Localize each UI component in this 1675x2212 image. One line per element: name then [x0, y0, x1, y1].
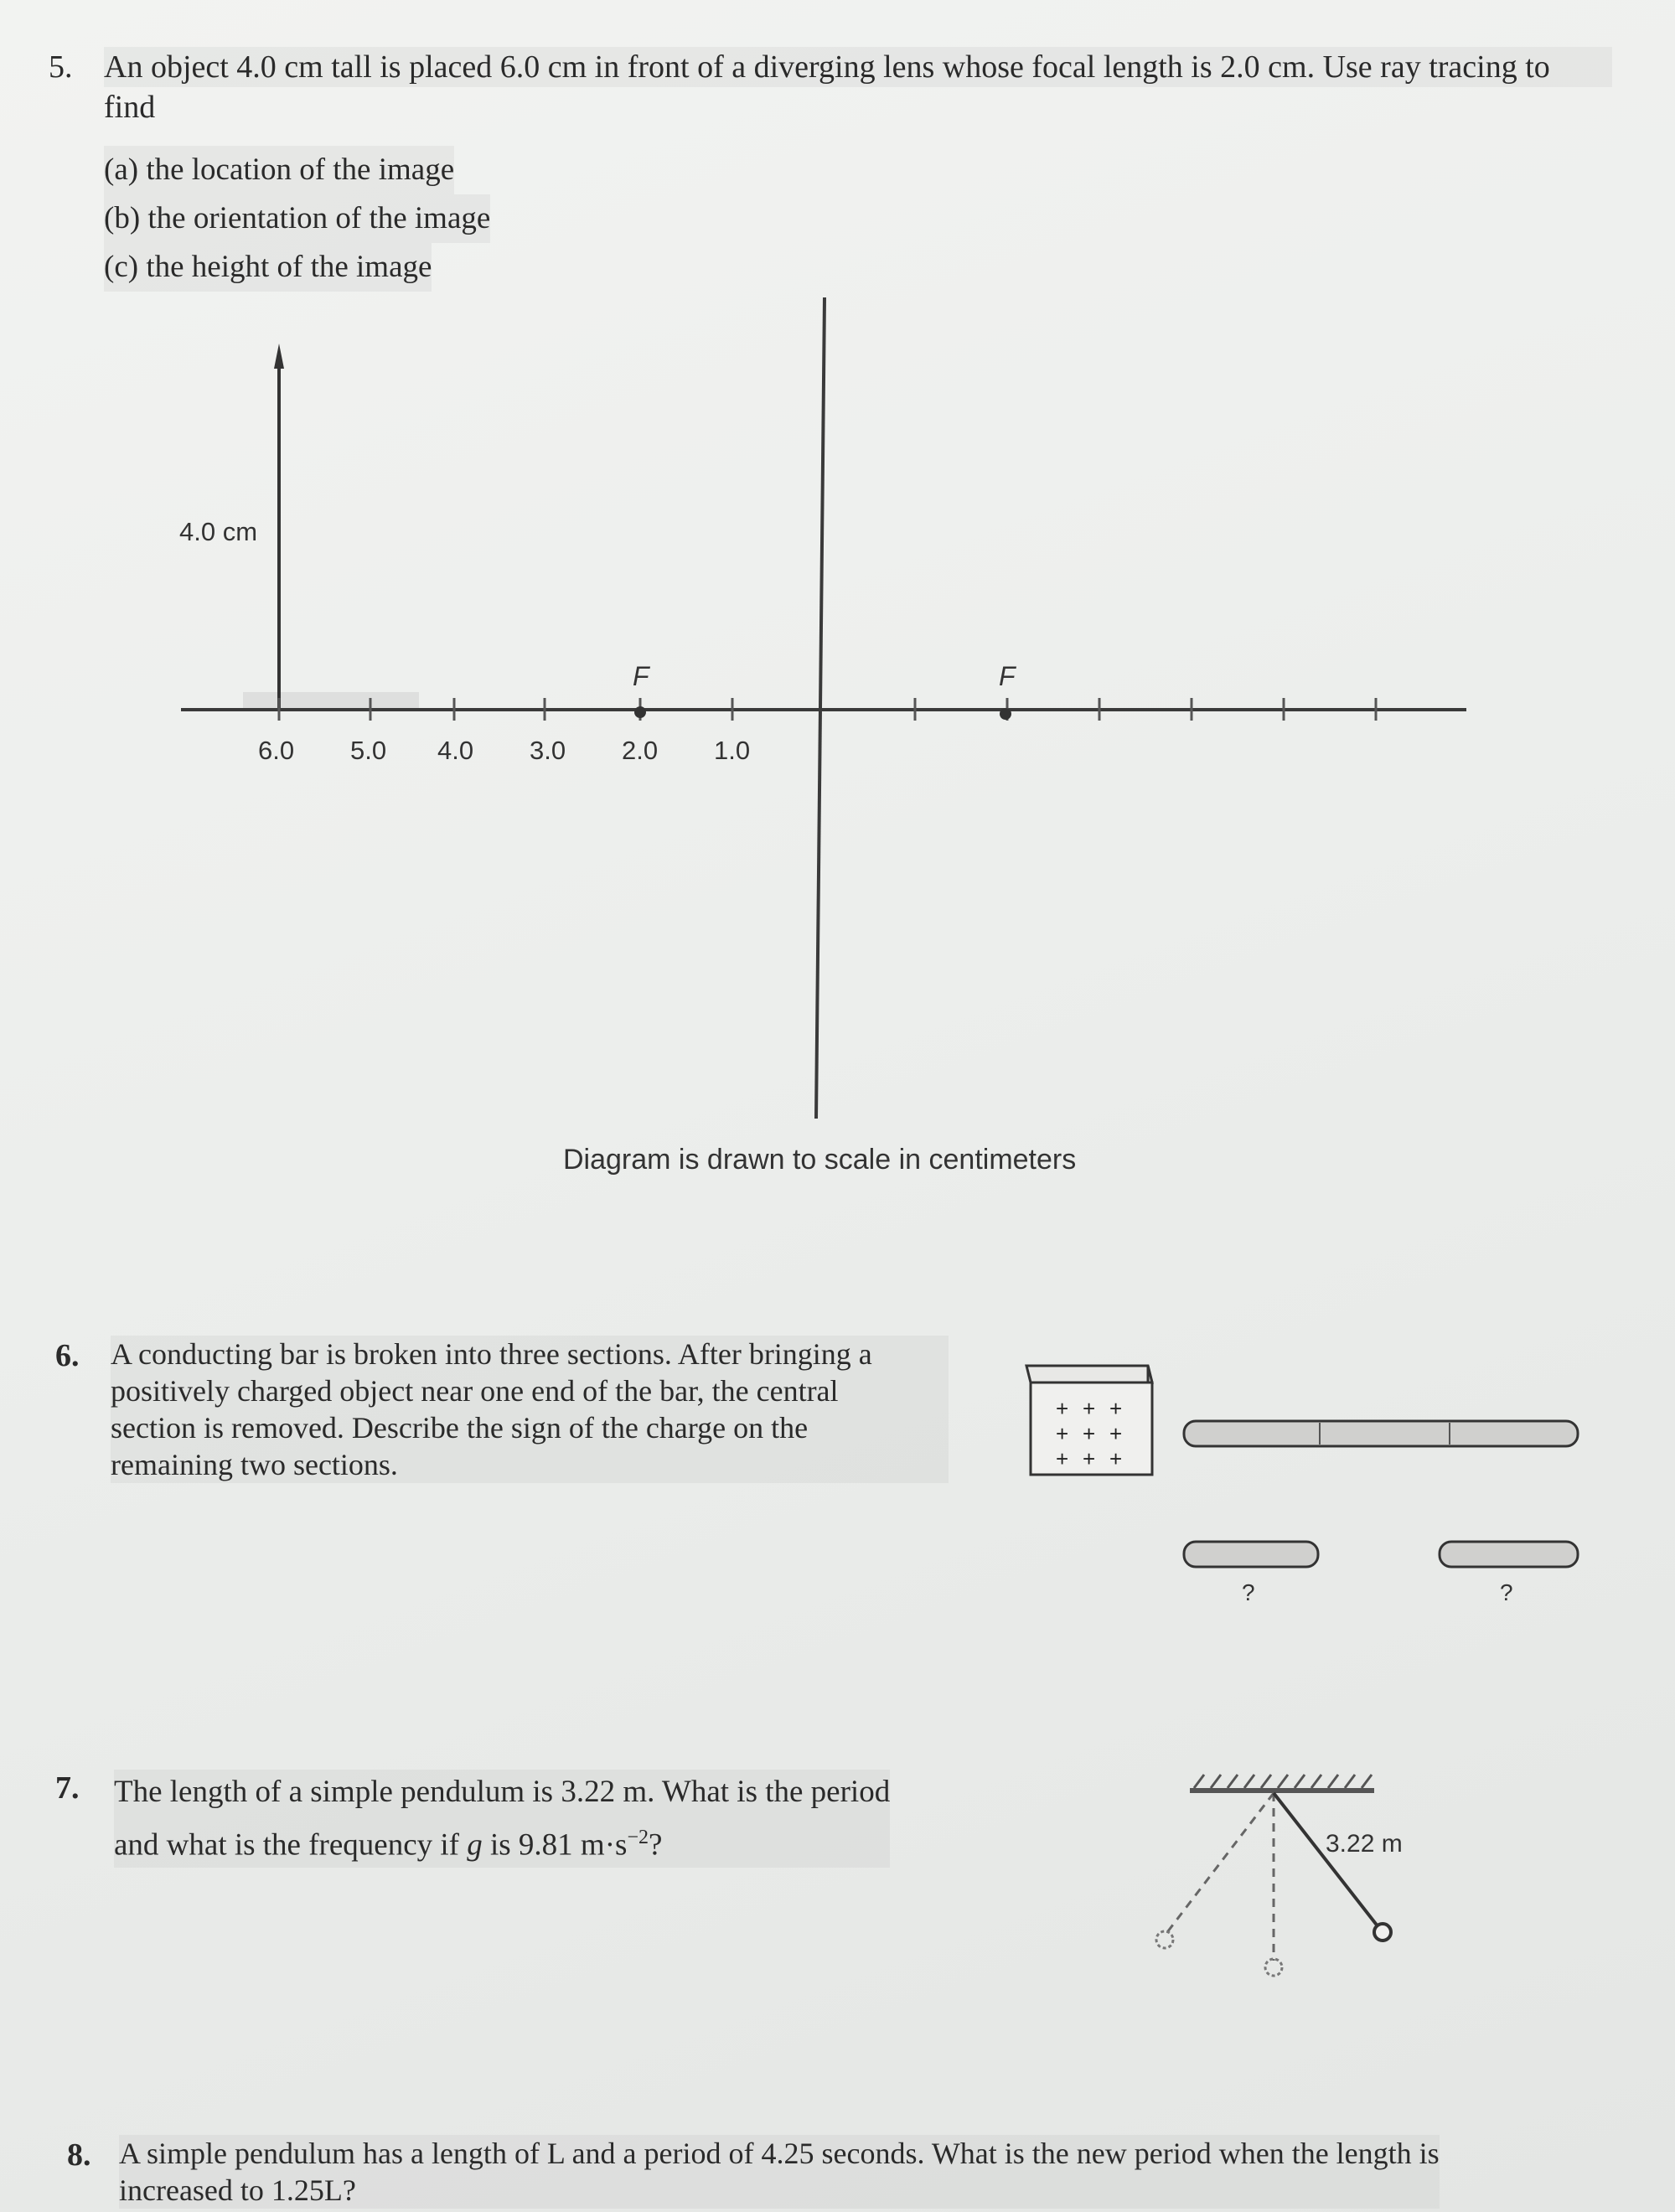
q6-number: 6.	[55, 1338, 80, 1373]
q5-item-c: (c) the height of the image	[104, 243, 432, 292]
object-arrow-head	[274, 344, 284, 369]
svg-text:+: +	[1056, 1421, 1069, 1446]
q5-item-a: (a) the location of the image	[104, 146, 454, 194]
q7-line-1: The length of a simple pendulum is 3.22 m. What is the period	[114, 1775, 891, 1809]
q5-text-line2: find	[104, 90, 156, 125]
focal-label-left: F	[633, 661, 649, 691]
axis-shading	[243, 692, 419, 711]
center-bob-ghost	[1265, 1959, 1282, 1976]
q6-figure	[1006, 1349, 1592, 1617]
q7-g-symbol: g	[467, 1827, 483, 1863]
focal-label-right: F	[999, 661, 1016, 691]
focal-point-left	[634, 706, 646, 718]
q8-text	[119, 2135, 1440, 2209]
svg-text:+: +	[1083, 1446, 1096, 1471]
object-height-label: 4.0 cm	[179, 517, 258, 546]
tick-label-2: 2.0	[622, 736, 659, 765]
q7-line-2-end: ?	[648, 1827, 663, 1863]
q7-line-2	[114, 1815, 890, 1868]
q6-line-3: section is removed. Describe the sign of the charge on the	[111, 1411, 809, 1445]
q8-line-1: A simple pendulum has a length of L and a period of 4.25 seconds. What is the new period when the length is	[119, 2137, 1440, 2170]
q5-text-line1: An object 4.0 cm tall is placed 6.0 cm in front of a diverging lens whose focal length is 2.0 cm. Use ray tracing to	[104, 47, 1612, 87]
tick-label-5: 5.0	[350, 736, 387, 765]
q6-line-2: positively charged object near one end of the bar, the central	[111, 1374, 839, 1408]
bar-section-left	[1184, 1542, 1318, 1567]
q5-item-b: (b) the orientation of the image	[104, 194, 490, 243]
q6-line-4: remaining two sections.	[111, 1448, 398, 1481]
tick-label-6: 6.0	[258, 736, 295, 765]
svg-text:+: +	[1056, 1446, 1069, 1471]
q7-number: 7.	[55, 1770, 80, 1806]
q8-line-2: increased to 1.25L?	[119, 2173, 356, 2207]
svg-text:+: +	[1083, 1396, 1096, 1421]
charged-object-cube	[1026, 1366, 1152, 1475]
conducting-bar-full	[1184, 1421, 1578, 1446]
q8-number: 8.	[67, 2137, 91, 2173]
q7-exponent: −2	[627, 1827, 649, 1848]
pendulum-string	[1274, 1793, 1378, 1927]
q7-pendulum-figure	[1148, 1768, 1450, 1994]
unknown-charge-right: ?	[1500, 1579, 1513, 1605]
svg-text:+: +	[1083, 1421, 1096, 1446]
svg-text:+: +	[1109, 1421, 1123, 1446]
q6-line-1: A conducting bar is broken into three sections. After bringing a	[111, 1337, 872, 1371]
q7-line-2b: is 9.81 m·s	[482, 1827, 628, 1863]
pendulum-bob	[1374, 1924, 1391, 1941]
svg-text:+: +	[1056, 1396, 1069, 1421]
left-swing-line	[1165, 1793, 1274, 1936]
left-bob-ghost	[1156, 1931, 1173, 1948]
tick-label-3: 3.0	[530, 736, 566, 765]
unknown-charge-left: ?	[1242, 1579, 1255, 1605]
q7-text	[114, 1770, 890, 1868]
q6-text	[111, 1336, 949, 1483]
bar-section-right	[1440, 1542, 1578, 1567]
ceiling	[1190, 1788, 1374, 1793]
tick-label-1: 1.0	[714, 736, 751, 765]
q5-number: 5.	[49, 49, 73, 85]
focal-point-right	[1000, 708, 1011, 720]
pendulum-length-label: 3.22 m	[1326, 1830, 1403, 1858]
svg-text:+: +	[1109, 1396, 1123, 1421]
svg-text:+: +	[1109, 1446, 1123, 1471]
diagram-caption: Diagram is drawn to scale in centimeters	[563, 1144, 1077, 1176]
q7-line-2a: and what is the frequency if	[114, 1827, 468, 1863]
tick-label-4: 4.0	[437, 736, 474, 765]
